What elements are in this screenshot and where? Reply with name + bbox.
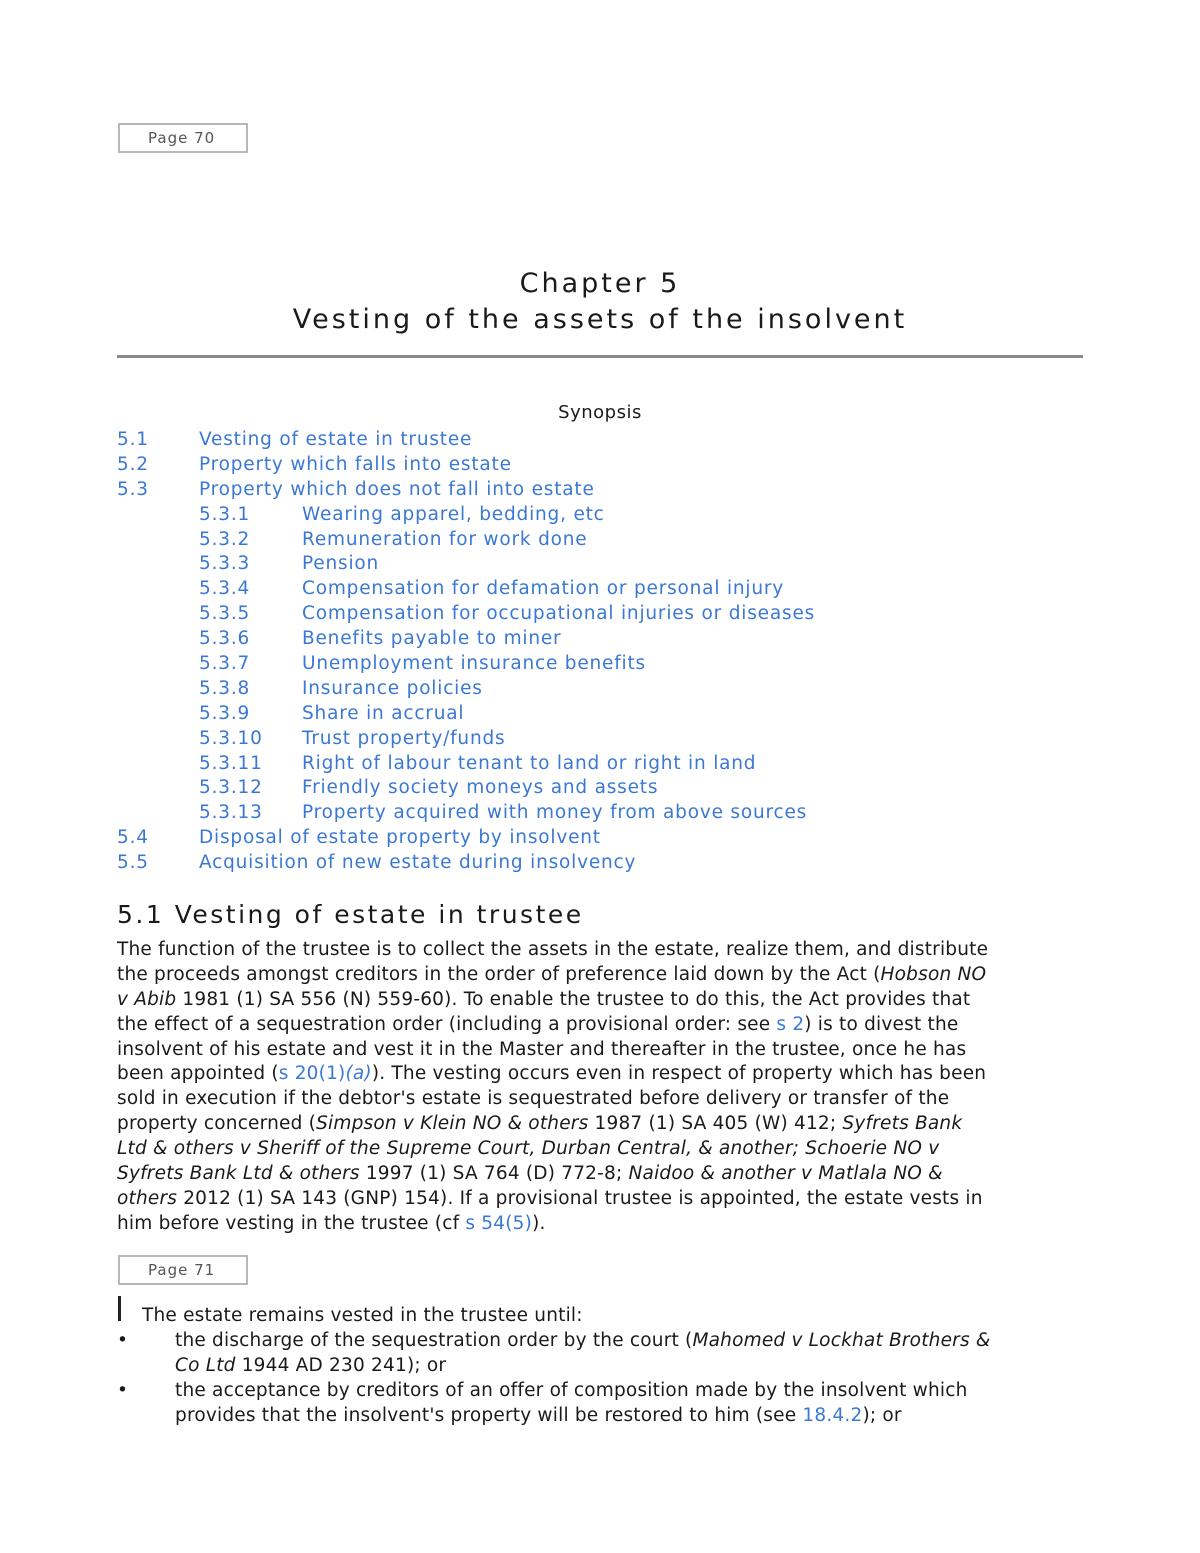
synopsis-item-number: 5.3.7: [199, 653, 251, 675]
case-citation: Naidoo & another v Matlala NO &: [628, 1163, 943, 1185]
text-run: ); or: [862, 1404, 902, 1426]
synopsis-item-number: 5.1: [117, 429, 149, 450]
synopsis-item-number: 5.3.1: [199, 503, 251, 525]
case-citation: Ltd & others v Sheriff of the Supreme Court, Durban Central, & another; Schoerie NO v: [117, 1138, 940, 1160]
cross-reference-link[interactable]: s 54(5): [465, 1212, 533, 1234]
synopsis-item-label[interactable]: Vesting of estate in trustee: [199, 429, 473, 450]
bullet-line: [117, 1379, 1097, 1404]
synopsis-item-label[interactable]: Share in accrual: [302, 702, 465, 724]
section-heading: 5.1 Vesting of estate in trustee: [117, 900, 584, 929]
synopsis-item[interactable]: [117, 602, 1097, 627]
synopsis-item[interactable]: [117, 478, 1097, 503]
synopsis-item-number: 5.3.10: [199, 727, 263, 749]
case-citation: v Abib: [117, 988, 177, 1010]
bullet-icon: •: [117, 1379, 129, 1401]
paragraph-line: [117, 1087, 1097, 1112]
text-run: been appointed (: [117, 1063, 279, 1085]
text-run: ) is to divest the: [804, 1013, 959, 1035]
paragraph-line: [117, 1062, 1097, 1087]
bullet-text: [117, 1330, 991, 1351]
bullet-text: [117, 1355, 446, 1376]
synopsis-item-label[interactable]: Wearing apparel, bedding, etc: [302, 503, 605, 525]
page-marker-70: Page 70: [118, 123, 248, 153]
cross-reference-link[interactable]: 18.4.2: [802, 1404, 863, 1426]
synopsis-item-number: 5.3: [117, 478, 149, 500]
synopsis-item-number: 5.3.12: [199, 777, 263, 799]
text-run: ).: [532, 1212, 546, 1234]
synopsis-item-label[interactable]: Pension: [302, 553, 380, 575]
cross-reference-link[interactable]: (a): [345, 1063, 372, 1085]
bullet-line: [117, 1404, 1097, 1429]
synopsis-item[interactable]: [117, 453, 1097, 478]
synopsis-item-label[interactable]: Right of labour tenant to land or right in land: [302, 752, 757, 774]
synopsis-item-number: 5.3.11: [199, 752, 263, 774]
continuation-block: [117, 1304, 1097, 1428]
text-run: 1987 (1) SA 405 (W) 412;: [588, 1113, 843, 1135]
synopsis-item-label[interactable]: Compensation for defamation or personal injury: [302, 578, 785, 600]
synopsis-item-label[interactable]: Unemployment insurance benefits: [302, 653, 646, 675]
case-citation: others: [117, 1187, 178, 1209]
paragraph-line: [117, 1162, 1097, 1187]
synopsis-item-number: 5.5: [117, 852, 149, 874]
chapter-heading: [118, 266, 1082, 338]
text-run: insolvent of his estate and vest it in the Master and thereafter in the trustee, once he has: [117, 1038, 967, 1060]
text-run: 1981 (1) SA 556 (N) 559-60). To enable the trustee to do this, the Act provides that: [176, 988, 971, 1010]
text-run: him before vesting in the trustee (cf: [117, 1212, 466, 1234]
synopsis-heading: Synopsis: [558, 402, 642, 423]
synopsis-item[interactable]: [117, 528, 1097, 553]
synopsis-item-number: 5.3.5: [199, 603, 251, 625]
paragraph-line: [117, 938, 1097, 963]
cross-reference-link[interactable]: s 2: [776, 1013, 805, 1035]
synopsis-item-label[interactable]: Property which does not fall into estate: [199, 478, 595, 500]
synopsis-item[interactable]: [117, 801, 1097, 826]
synopsis-item-number: 5.2: [117, 453, 149, 475]
text-run: sold in execution if the debtor's estate is sequestrated before delivery or transfer of the: [117, 1088, 950, 1110]
synopsis-item[interactable]: [117, 652, 1097, 677]
synopsis-item-label[interactable]: Property acquired with money from above sources: [302, 802, 808, 824]
paragraph-line: [117, 988, 1097, 1013]
synopsis-item[interactable]: [117, 826, 1097, 851]
synopsis-item[interactable]: [117, 851, 1097, 876]
synopsis-item-label[interactable]: Benefits payable to miner: [302, 628, 562, 650]
paragraph-line: [117, 963, 1097, 988]
text-run: 2012 (1) SA 143 (GNP) 154). If a provisional trustee is appointed, the estate vests in: [177, 1187, 983, 1209]
synopsis-item-label[interactable]: Compensation for occupational injuries or diseases: [302, 603, 816, 625]
bullet-icon: •: [117, 1329, 129, 1351]
chapter-number: Chapter 5: [519, 268, 681, 299]
text-run: the acceptance by creditors of an offer of composition made by the insolvent which: [175, 1379, 968, 1401]
chapter-divider: [117, 355, 1083, 358]
text-run: the effect of a sequestration order (including a provisional order: see: [117, 1013, 777, 1035]
synopsis-item[interactable]: [117, 503, 1097, 528]
case-citation: Syfrets Bank: [842, 1113, 963, 1135]
text-run: property concerned (: [117, 1113, 317, 1135]
synopsis-item-number: 5.3.13: [199, 802, 263, 824]
paragraph-line: [117, 1038, 1097, 1063]
bullet-text: [117, 1380, 968, 1401]
bullet-line: [117, 1354, 1097, 1379]
text-run: The function of the trustee is to collect the assets in the estate, realize them, and distribute: [117, 939, 989, 960]
synopsis-list: [117, 428, 1097, 876]
synopsis-item-number: 5.3.8: [199, 677, 251, 699]
synopsis-item-number: 5.4: [117, 827, 149, 849]
continuation-intro: The estate remains vested in the trustee until:: [142, 1305, 583, 1326]
case-citation: Mahomed v Lockhat Brothers &: [692, 1329, 991, 1351]
case-citation: Syfrets Bank Ltd & others: [117, 1163, 360, 1185]
paragraph-line: [117, 1112, 1097, 1137]
synopsis-item[interactable]: [117, 677, 1097, 702]
synopsis-item[interactable]: [117, 552, 1097, 577]
synopsis-item[interactable]: [117, 627, 1097, 652]
text-run: the proceeds amongst creditors in the order of preference laid down by the Act (: [117, 963, 881, 985]
paragraph-line: [117, 1187, 1097, 1212]
synopsis-item[interactable]: [117, 752, 1097, 777]
synopsis-item-label[interactable]: Friendly society moneys and assets: [302, 777, 659, 799]
synopsis-item-label[interactable]: Insurance policies: [302, 677, 483, 699]
text-run: 1997 (1) SA 764 (D) 772-8;: [359, 1163, 629, 1185]
synopsis-item-number: 5.3.2: [199, 528, 251, 550]
chapter-title: Vesting of the assets of the insolvent: [292, 304, 908, 335]
paragraph-line: [117, 1013, 1097, 1038]
section-paragraph: [117, 938, 1097, 1237]
synopsis-item-label[interactable]: Trust property/funds: [302, 727, 506, 749]
text-run: 1944 AD 230 241); or: [235, 1354, 447, 1376]
bullet-line: [117, 1329, 1097, 1354]
synopsis-item[interactable]: [117, 727, 1097, 752]
synopsis-item-label[interactable]: Property which falls into estate: [199, 453, 512, 475]
synopsis-item-number: 5.3.3: [199, 553, 251, 575]
text-run: the discharge of the sequestration order by the court (: [175, 1329, 693, 1351]
case-citation: Simpson v Klein NO & others: [316, 1113, 589, 1135]
text-run: provides that the insolvent's property will be restored to him (see: [175, 1404, 803, 1426]
synopsis-item[interactable]: [117, 702, 1097, 727]
synopsis-item-label[interactable]: Acquisition of new estate during insolvency: [199, 852, 637, 874]
case-citation: Co Ltd: [175, 1354, 236, 1376]
synopsis-item-number: 5.3.6: [199, 628, 251, 650]
synopsis-item-label[interactable]: Disposal of estate property by insolvent: [199, 827, 601, 849]
paragraph-line: [117, 1212, 1097, 1237]
cross-reference-link[interactable]: s 20(1): [278, 1063, 346, 1085]
synopsis-item[interactable]: [117, 428, 1097, 453]
paragraph-line: [117, 1137, 1097, 1162]
synopsis-item[interactable]: [117, 577, 1097, 602]
bullet-text: [117, 1405, 902, 1426]
text-run: ). The vesting occurs even in respect of property which has been: [371, 1063, 987, 1085]
case-citation: Hobson NO: [880, 963, 987, 985]
page-marker-71: Page 71: [118, 1255, 248, 1285]
synopsis-item-number: 5.3.9: [199, 702, 251, 724]
synopsis-item-label[interactable]: Remuneration for work done: [302, 528, 588, 550]
synopsis-item-number: 5.3.4: [199, 578, 251, 600]
synopsis-item[interactable]: [117, 776, 1097, 801]
